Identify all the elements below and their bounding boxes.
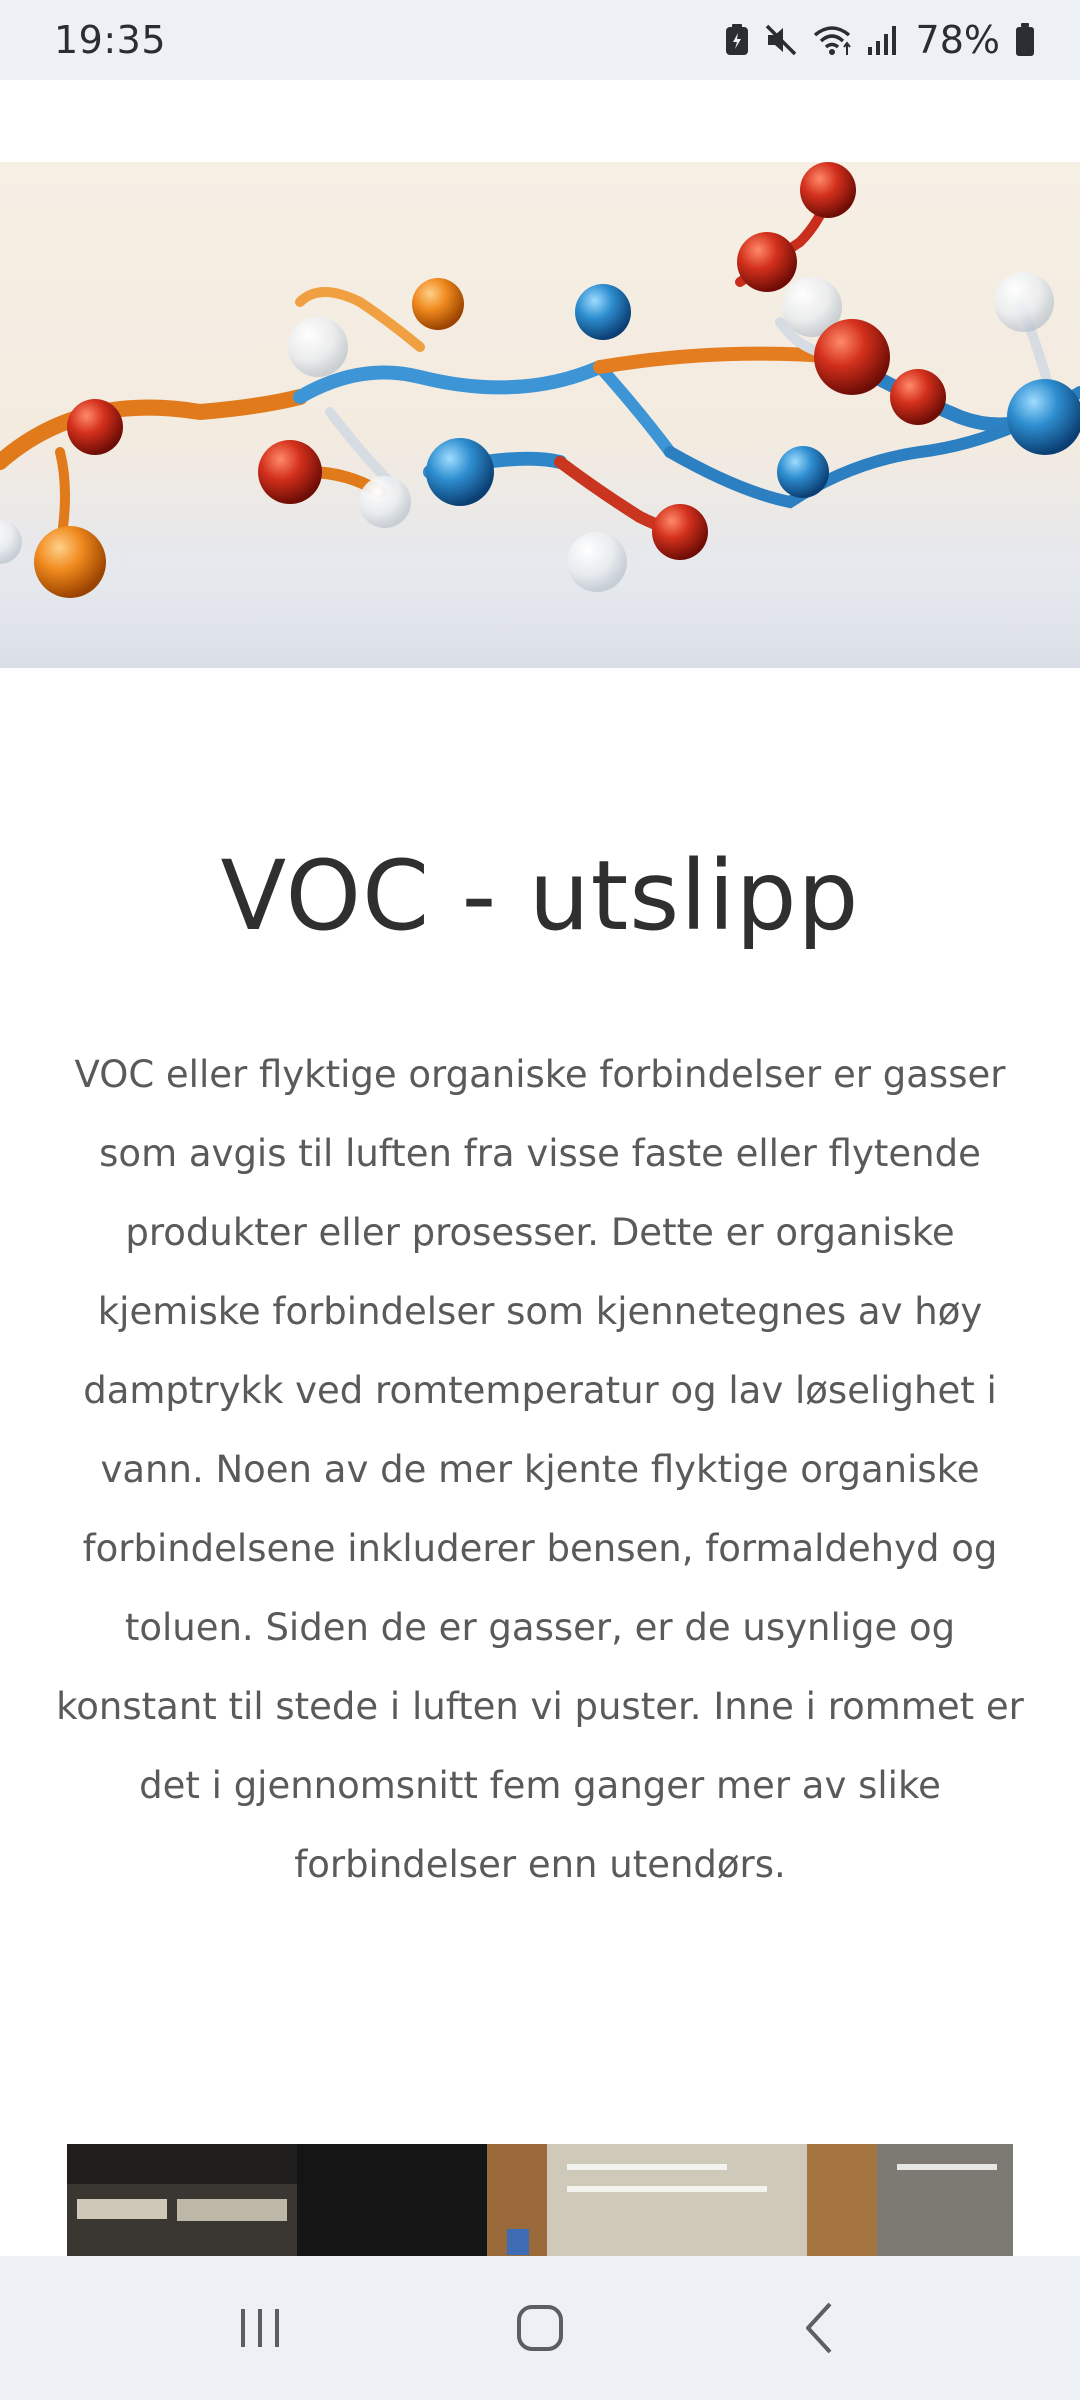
article-body: VOC eller flyktige organiske forbindelser er gasser som avgis til luften fra visse faste eller flytende produkter eller prosesser. Dette er organiske kjemiske forbindelser som kjennetegnes av høy damptrykk ved romtemperatur og lav løselighet i vann. Noen av de mer kjente flyktige organiske forbindelsene inkluderer bensen, formaldehyd og toluen. Siden de er gasser, er de usynlige og konstant til stede i luften vi puster. Inne i rommet er det i gjennomsnitt fem ganger mer av slike forbindelser enn utendørs. (56, 1053, 1024, 1886)
battery-percent: 78% (915, 18, 1000, 62)
home-button[interactable] (480, 2278, 600, 2378)
recent-apps-icon (235, 2303, 285, 2353)
recent-apps-button[interactable] (200, 2278, 320, 2378)
status-icons (724, 18, 1036, 62)
status-time: 19:35 (54, 18, 167, 62)
mute-icon (764, 23, 798, 57)
back-button[interactable] (760, 2278, 880, 2378)
signal-icon (866, 23, 898, 57)
system-nav-bar (0, 2256, 1080, 2400)
battery-icon (1014, 22, 1036, 58)
page-title: VOC - utslipp (220, 840, 860, 952)
store-interior-image (67, 2144, 1013, 2256)
home-icon (514, 2302, 566, 2354)
battery-saver-icon (724, 23, 750, 57)
wifi-icon (812, 23, 852, 57)
back-icon (800, 2300, 840, 2356)
molecule-image (0, 162, 1080, 668)
page-top-spacer (0, 80, 1080, 162)
status-bar (0, 0, 1080, 80)
